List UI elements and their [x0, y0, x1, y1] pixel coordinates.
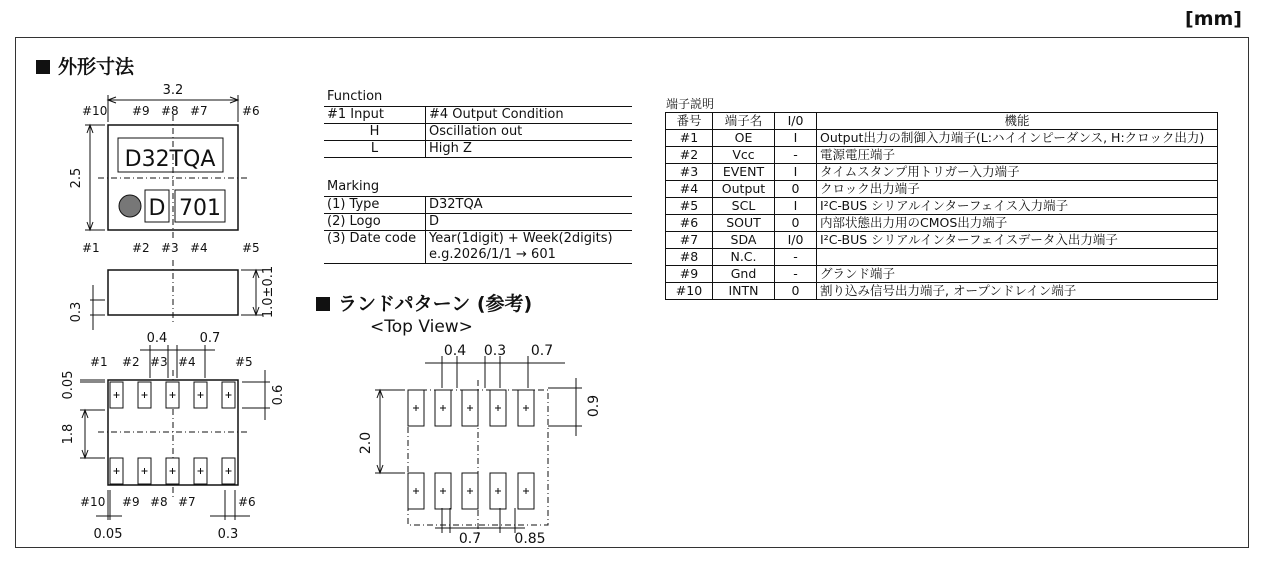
dim-thickness: 1.0±0.1 — [261, 265, 276, 319]
marking-caption: Marking — [327, 179, 380, 194]
land-dim-0.7: 0.7 — [530, 343, 554, 359]
pin-label-top: #6 — [242, 104, 260, 118]
table-cell — [817, 249, 1218, 266]
outline-drawing — [60, 80, 360, 560]
column-header: 番号 — [666, 113, 713, 130]
table-cell: I — [775, 164, 817, 181]
table-cell: グランド端子 — [817, 266, 1218, 283]
dim-edge-top: 0.05 — [61, 370, 76, 400]
column-header: 端子名 — [713, 113, 775, 130]
table-row — [666, 232, 1218, 249]
table-header-row — [666, 113, 1218, 130]
table-cell: H — [324, 124, 426, 141]
table-cell: N.C. — [713, 249, 775, 266]
pin-label-bottom-view: #1 — [90, 355, 108, 369]
land-dim-0.4: 0.4 — [443, 343, 467, 359]
table-cell: L — [324, 141, 426, 158]
table-cell: (3) Date code — [324, 231, 426, 264]
table-cell: #2 — [666, 147, 713, 164]
outline-title-text: 外形寸法 — [58, 56, 135, 78]
table-cell: #9 — [666, 266, 713, 283]
pin-label-bottom-view: #7 — [178, 495, 196, 509]
land-title-text: ランドパターン (参考) — [338, 293, 533, 315]
table-cell: #3 — [666, 164, 713, 181]
outline-section-title — [36, 52, 134, 79]
pin1-marker — [119, 195, 141, 217]
table-cell: High Z — [426, 141, 633, 158]
table-cell: I — [775, 130, 817, 147]
table-cell: #5 — [666, 198, 713, 215]
table-cell — [426, 231, 633, 264]
pin-label-bottom-view: #8 — [150, 495, 168, 509]
table-cell: 割り込み信号出力端子, オープンドレイン端子 — [817, 283, 1218, 300]
date-code-example: e.g.2026/1/1 → 601 — [429, 247, 556, 262]
table-cell: Output — [713, 181, 775, 198]
land-pads — [408, 390, 534, 509]
table-row — [324, 124, 632, 141]
table-cell: INTN — [713, 283, 775, 300]
pin-label-top: #9 — [132, 104, 150, 118]
pin-label-bottom-view: #2 — [122, 355, 140, 369]
table-cell: (1) Type — [324, 197, 426, 214]
pin-label-top: #7 — [190, 104, 208, 118]
table-cell: #7 — [666, 232, 713, 249]
pin-label-bottom-view: #3 — [150, 355, 168, 369]
table-cell: Gnd — [713, 266, 775, 283]
date-code-format: Year(1digit) + Week(2digits) — [429, 231, 613, 246]
table-cell: #8 — [666, 249, 713, 266]
table-row — [324, 197, 632, 214]
table-cell: - — [775, 147, 817, 164]
table-cell: D — [426, 214, 633, 231]
table-cell: #10 — [666, 283, 713, 300]
dim-edge-bottom: 0.05 — [93, 527, 123, 542]
table-cell: I/0 — [775, 232, 817, 249]
table-row — [666, 181, 1218, 198]
table-row — [324, 141, 632, 158]
table-cell: SDA — [713, 232, 775, 249]
pin-table — [665, 112, 1218, 300]
table-row — [666, 147, 1218, 164]
table-cell: #4 — [666, 181, 713, 198]
table-cell: D32TQA — [426, 197, 633, 214]
table-row — [666, 215, 1218, 232]
pin-label-bottom: #2 — [132, 241, 150, 255]
pin-label-top: #8 — [161, 104, 179, 118]
table-row — [666, 249, 1218, 266]
pin-label-top: #10 — [82, 104, 108, 118]
table-cell: I — [775, 198, 817, 215]
land-dim-0.85: 0.85 — [514, 531, 546, 547]
table-cell: EVENT — [713, 164, 775, 181]
table-cell: #4 Output Condition — [426, 107, 633, 124]
dim-pitch-b: 0.7 — [199, 331, 221, 346]
table-row — [324, 214, 632, 231]
top-view-label: <Top View> — [370, 317, 473, 337]
table-row — [666, 266, 1218, 283]
dim-pitch-a: 0.4 — [146, 331, 168, 346]
table-cell: Vcc — [713, 147, 775, 164]
marking-date-text: 701 — [179, 196, 221, 221]
marking-type-text: D32TQA — [124, 147, 216, 172]
table-cell: - — [775, 249, 817, 266]
dim-height: 2.5 — [69, 167, 84, 189]
table-cell: SOUT — [713, 215, 775, 232]
land-section-title — [316, 289, 532, 316]
unit-label: [mm] — [1185, 8, 1242, 30]
table-cell: OE — [713, 130, 775, 147]
pin-label-bottom-view: #10 — [80, 495, 106, 509]
dim-width: 3.2 — [162, 83, 184, 98]
dim-pad-thickness: 0.3 — [69, 301, 84, 323]
marking-logo-text: D — [148, 196, 166, 221]
table-cell: クロック出力端子 — [817, 181, 1218, 198]
bottom-pads — [110, 382, 235, 484]
table-row — [666, 198, 1218, 215]
pin-table-caption: 端子説明 — [666, 97, 715, 111]
pin-label-bottom-view: #4 — [178, 355, 196, 369]
pin-label-bottom: #4 — [190, 241, 208, 255]
marking-table — [324, 196, 632, 264]
pin-label-bottom: #1 — [82, 241, 100, 255]
table-cell: #1 Input — [324, 107, 426, 124]
table-cell: タイムスタンプ用トリガー入力端子 — [817, 164, 1218, 181]
table-row — [666, 130, 1218, 147]
table-cell: 内部状態出力用のCMOS出力端子 — [817, 215, 1218, 232]
table-cell: 0 — [775, 215, 817, 232]
table-cell: #1 — [666, 130, 713, 147]
table-row — [324, 231, 632, 264]
column-header: I/0 — [775, 113, 817, 130]
table-row — [666, 283, 1218, 300]
pin-label-bottom: #5 — [242, 241, 260, 255]
land-dim-2.0: 2.0 — [358, 431, 374, 455]
pin-label-bottom-view: #5 — [235, 355, 253, 369]
table-cell: SCL — [713, 198, 775, 215]
table-cell: Oscillation out — [426, 124, 633, 141]
dim-pad-length: 0.3 — [217, 527, 239, 542]
function-caption: Function — [327, 89, 383, 104]
table-cell: 0 — [775, 181, 817, 198]
dim-pad-span: 1.8 — [61, 423, 76, 445]
pin-label-bottom: #3 — [161, 241, 179, 255]
function-table — [324, 106, 632, 158]
land-dim-0.3: 0.3 — [483, 343, 507, 359]
pin-label-bottom-view: #9 — [122, 495, 140, 509]
table-cell: (2) Logo — [324, 214, 426, 231]
table-cell: 0 — [775, 283, 817, 300]
land-dim-0.7-bottom: 0.7 — [458, 531, 482, 547]
table-cell: #6 — [666, 215, 713, 232]
column-header: 機能 — [817, 113, 1218, 130]
table-cell: I²C-BUS シリアルインターフェイスデータ入出力端子 — [817, 232, 1218, 249]
table-cell: - — [775, 266, 817, 283]
table-row — [324, 107, 632, 124]
table-cell: I²C-BUS シリアルインターフェイス入力端子 — [817, 198, 1218, 215]
dim-pad-width: 0.6 — [271, 384, 286, 406]
table-cell: 電源電圧端子 — [817, 147, 1218, 164]
land-dim-0.9: 0.9 — [586, 394, 602, 418]
table-cell: Output出力の制御入力端子(L:ハイインピーダンス, H:クロック出力) — [817, 130, 1218, 147]
land-pattern-drawing — [350, 338, 620, 548]
pin-label-bottom-view: #6 — [238, 495, 256, 509]
table-row — [666, 164, 1218, 181]
